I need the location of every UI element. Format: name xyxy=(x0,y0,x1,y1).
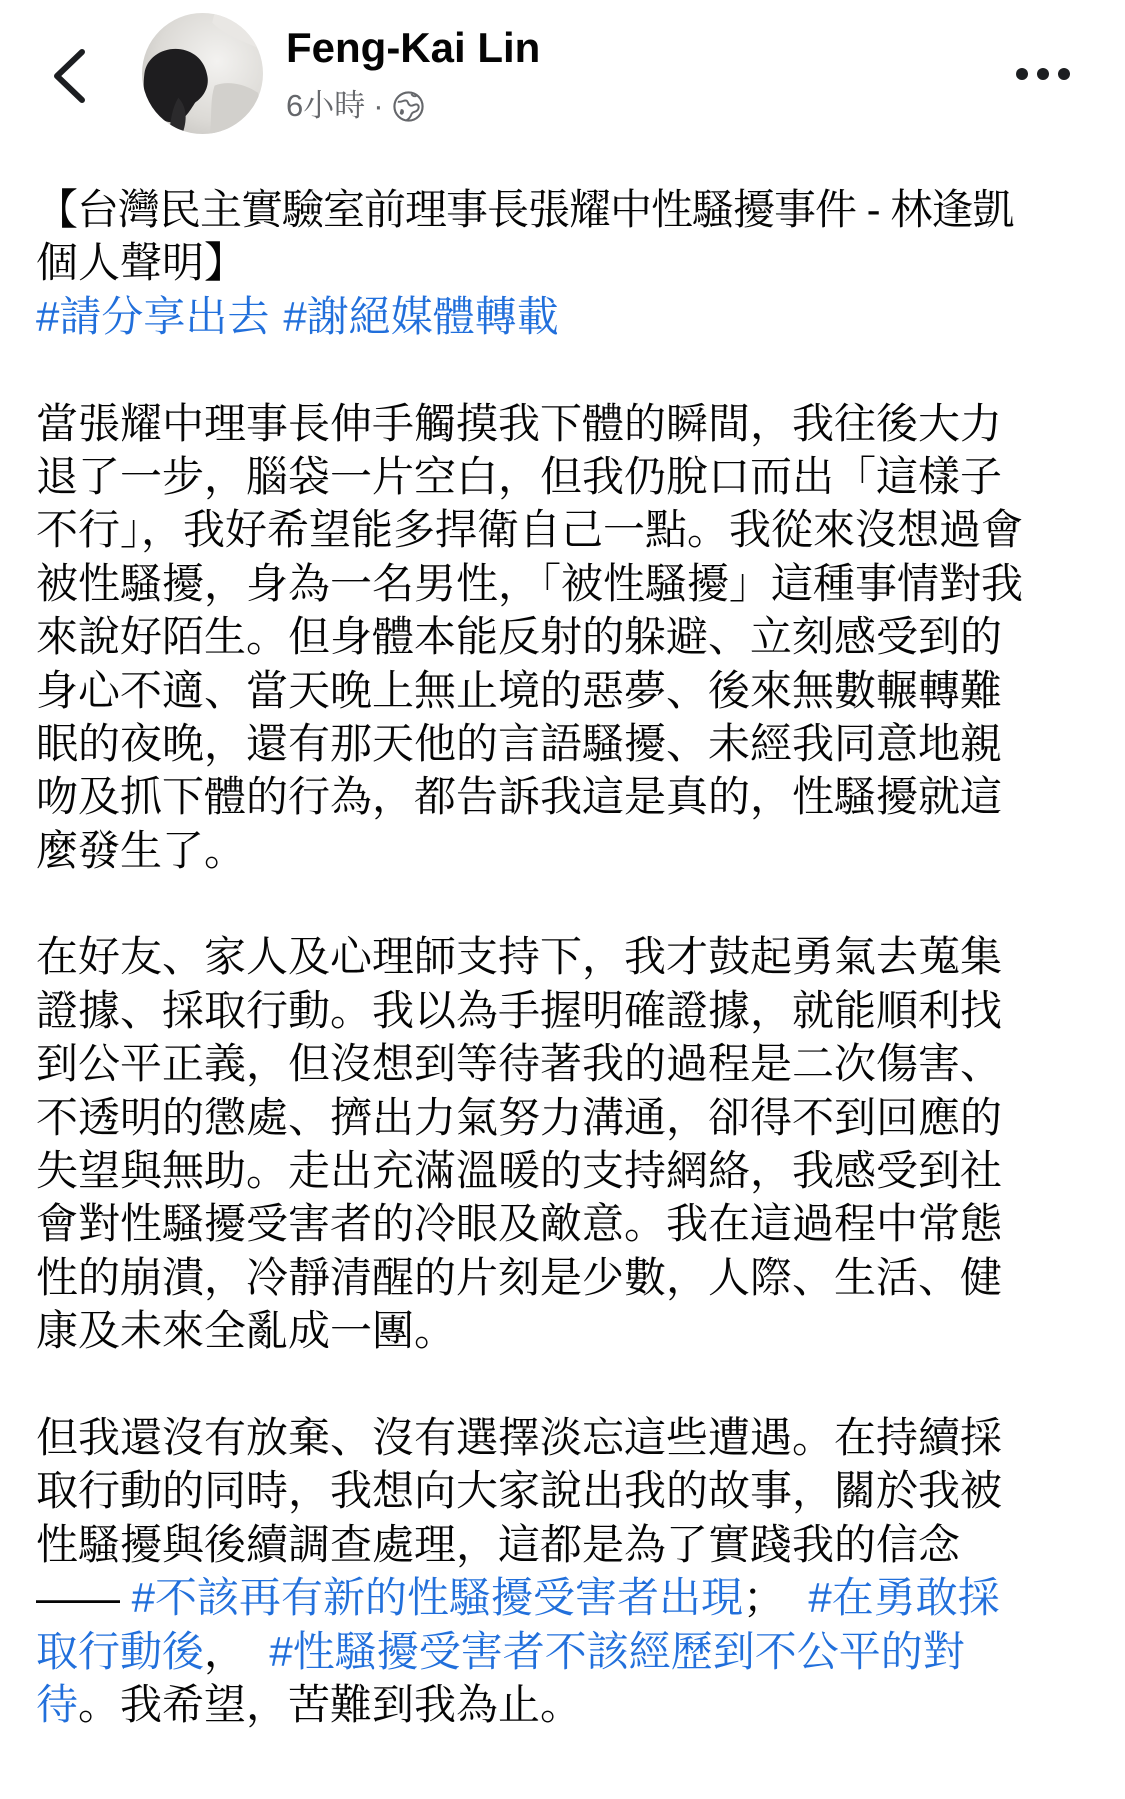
post-line xyxy=(36,1625,1120,1678)
post-line xyxy=(36,1678,1120,1731)
post-line: 性的崩潰，冷靜清醒的片刻是少數，人際、生活、健 xyxy=(36,1253,1003,1301)
post-meta xyxy=(286,88,425,124)
back-button[interactable] xyxy=(46,44,92,108)
hashtag-line xyxy=(36,290,1120,343)
hashtag-link[interactable]: #性騷擾受害者不該經歷到不公平的對 xyxy=(269,1627,965,1675)
hashtag-link[interactable]: #謝絕媒體轉載 xyxy=(283,292,559,340)
punctuation-text: ， xyxy=(204,1627,270,1675)
post-line: 性騷擾與後續調查處理，這都是為了實踐我的信念 xyxy=(36,1520,961,1568)
author-name[interactable]: Feng-Kai Lin xyxy=(286,24,541,71)
post-line: 身心不適、當天晚上無止境的惡夢、後來無數輾轉難 xyxy=(36,666,1003,714)
post-line: 被性騷擾，身為一名男性，「被性騷擾」這種事情對我 xyxy=(36,559,1024,607)
post-line: 不透明的懲處、擠出力氣努力溝通，卻得不到回應的 xyxy=(36,1093,1003,1141)
post-line: 失望與無助。走出充滿溫暖的支持網絡，我感受到社 xyxy=(36,1147,1003,1195)
chevron-left-icon xyxy=(46,44,92,108)
post-title-line: 個人聲明】 xyxy=(36,239,247,287)
post-line: 不行」，我好希望能多捍衛自己一點。我從來沒想過會 xyxy=(36,506,1024,554)
avatar-photo xyxy=(142,13,263,134)
globe-icon[interactable] xyxy=(392,90,425,123)
punctuation-text: ； xyxy=(743,1574,809,1622)
post-timestamp[interactable]: 6小時 xyxy=(286,88,366,123)
hashtag-link-continued[interactable]: 取行動後 xyxy=(36,1627,205,1675)
hashtag-link[interactable]: #請分享出去 xyxy=(36,292,270,340)
post-line: 退了一步，腦袋一片空白，但我仍脫口而出「這樣子 xyxy=(36,452,1003,500)
hashtag-link-continued[interactable]: 待 xyxy=(36,1680,79,1728)
post-line: 取行動的同時，我想向大家說出我的故事，關於我被 xyxy=(36,1467,1003,1515)
post-line: 吻及抓下體的行為，都告訴我這是真的，性騷擾就這 xyxy=(36,773,1003,821)
post-body xyxy=(36,183,1120,1731)
post-line: 在好友、家人及心理師支持下，我才鼓起勇氣去蒐集 xyxy=(36,933,1003,981)
hashtag-link[interactable]: #不該再有新的性騷擾受害者出現 xyxy=(131,1574,744,1622)
post-line xyxy=(36,1571,1120,1624)
post-line: 麼發生了。 xyxy=(36,826,247,874)
blank-line xyxy=(36,1358,1120,1411)
post-line: 但我還沒有放棄、沒有選擇淡忘這些遭遇。在持續採 xyxy=(36,1413,1003,1461)
dash-text: —— xyxy=(36,1574,132,1622)
more-dots-icon xyxy=(1010,56,1076,92)
post-line: 到公平正義，但沒想到等待著我的過程是二次傷害、 xyxy=(36,1040,1003,1088)
meta-separator: · xyxy=(373,88,384,123)
post-line: 來說好陌生。但身體本能反射的躲避、立刻感受到的 xyxy=(36,613,1003,661)
hashtag-link[interactable]: #在勇敢採 xyxy=(808,1574,1000,1622)
post-line: 當張耀中理事長伸手觸摸我下體的瞬間，我往後大力 xyxy=(36,399,1003,447)
post-text: 。我希望，苦難到我為止。 xyxy=(78,1680,583,1728)
avatar[interactable] xyxy=(142,13,263,134)
post-line: 證據、採取行動。我以為手握明確證據，就能順利找 xyxy=(36,986,1003,1034)
post-line: 會對性騷擾受害者的冷眼及敵意。我在這過程中常態 xyxy=(36,1200,1003,1248)
more-options-button[interactable] xyxy=(1010,56,1076,92)
post-line: 康及未來全亂成一團。 xyxy=(36,1307,457,1355)
blank-line xyxy=(36,343,1120,396)
blank-line xyxy=(36,877,1120,930)
post-title-line: 【台灣民主實驗室前理事長張耀中性騷擾事件 - 林逢凱 xyxy=(36,186,1014,233)
post-line: 眠的夜晚，還有那天他的言語騷擾、未經我同意地親 xyxy=(36,719,1003,767)
